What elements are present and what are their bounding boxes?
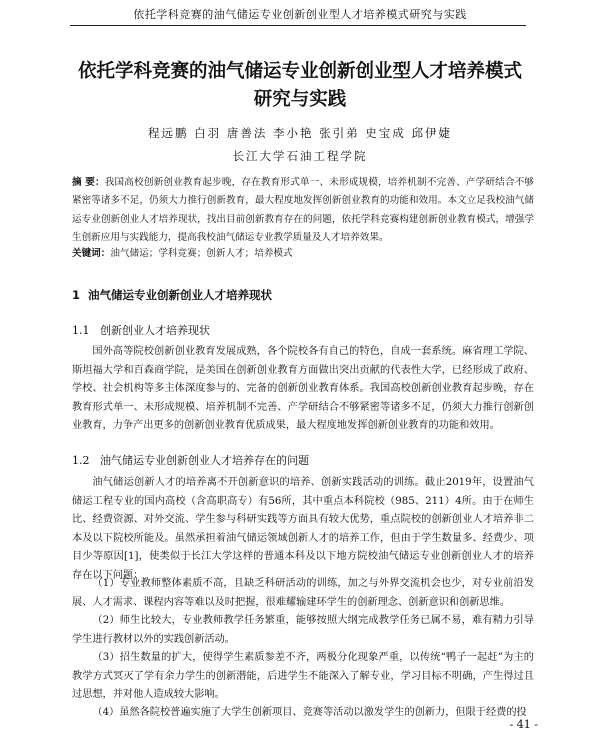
title-line-1: 依托学科竞赛的油气储运专业创新创业型人才培养模式	[77, 61, 522, 82]
title-line-2: 研究与实践	[253, 89, 347, 110]
paragraph-1-1: 国外高等院校创新创业教育发展成熟，各个院校各有自己的特色，自成一套系统。麻省理工学院、斯坦福大学和百森商学院，是美国在创新创业教育方面做出突出贡献的代表性大学，已经形成了政府、学校、社会机构等多主体深度参与的、完备的创新创业教育体系。我国高校创新创业教育起步晚，存在教育形式单一、未形成规模、培养机制不完善、产学研结合不够紧密等诸多不足，仍须大力推行创新创业教育，力争产出更多的创新创业教育优质成果，最大程度地发挥创新创业教育的功能和效用。	[72, 346, 534, 432]
paragraph-1-2: 油气储运创新人才的培养离不开创新意识的培养、创新实践活动的训练。截止2019年，设置油气储运工程专业的国内高校（含高职高专）有56所，其中重点本科院校（985、211）4所。由于在师生比、经费资源、对外交流、学生参与科研实践等方面具有较大优势，重点院校的创新创业人才培养非二本及以下院校所能及。虽然承担着油气储运领域创新人才的培养工作，但由于学生数量多、经费少、项目少等原因[1]，使类似于长江大学这样的普通本科及以下地方院校油气储运专业创新创业人才的培养存在以下问题：	[72, 477, 534, 581]
list-item-1: （1）专业教师整体素质不高，且缺乏科研活动的训练，加之与外界交流机会也少，对专业前沿发展、人才需求、课程内容等难以及时把握，很难耀输建环学生的创新理念、创新意识和创新思维。	[72, 578, 534, 608]
keywords-label: 关键词：	[72, 248, 111, 259]
running-header: 依托学科竞赛的油气储运专业创新创业型人才培养模式研究与实践	[133, 8, 467, 21]
section-1-title: 油气储运专业创新创业人才培养现状	[88, 288, 273, 302]
subsection-1-1-title: 创新创业人才培养现状	[100, 324, 210, 337]
abstract-text: 我国高校创新创业教育起步晚，存在教育形式单一、未形成规模，培养机制不完善、产学研结合不够紧密等诸多不足，仍须大力推行创新教育，最大程度地发挥创新创业教育的功能和效用。本文立足我校油气储运专业创新创业人才培养现状，找出目前创新教育存在的问题，依托学科竞赛构建创新创业教育模式，增强学生创新应用与实践能力，提高我校油气储运专业教学质量及人才培养效果。	[72, 177, 534, 244]
paper-title	[70, 58, 530, 114]
keywords	[72, 245, 534, 259]
list-item-4: （4）虽然各院校普遍实施了大学生创新项目、竞赛等活动以激发学生的创新力，但限于经费的投	[92, 707, 527, 718]
list-item-3: （3）招生数量的扩大，使得学生素质参差不齐，两极分化现象严重，以传统“鸭子一起赶”为主的教学方式冥灭了学有余力学生的创新潜能，后进学生不能深入了解专业，学习目标不明确，产生得过且过思想，并对他人造成较大影响。	[72, 652, 534, 701]
header-rule	[70, 25, 526, 26]
abstract	[72, 174, 534, 248]
section-1-heading	[72, 287, 272, 303]
subsection-1-1-heading	[72, 322, 210, 338]
subsection-1-2-title: 油气储运专业创新创业人才培养存在的问题	[100, 454, 309, 467]
authors: 程远鹏 白羽 唐善法 李小艳 张引弟 史宝成 邱伊婕	[148, 126, 452, 140]
affiliation: 长江大学石油工程学院	[232, 149, 368, 163]
page-number: - 41 -	[509, 718, 538, 731]
abstract-label: 摘 要：	[72, 177, 105, 188]
subsection-1-2-heading	[72, 452, 309, 468]
list-item-2: （2）师生比较大，专业教师教学任务繁重，能够按照大纲完成教学任务已属不易，难有精力引导学生进行教材以外的实践创新活动。	[72, 615, 534, 645]
keywords-text: 油气储运；学科竞赛；创新人才；培养模式	[110, 248, 293, 259]
subsection-1-1-number: 1.1	[72, 324, 90, 337]
section-1-number: 1	[72, 288, 81, 302]
subsection-1-2-number: 1.2	[72, 454, 90, 467]
